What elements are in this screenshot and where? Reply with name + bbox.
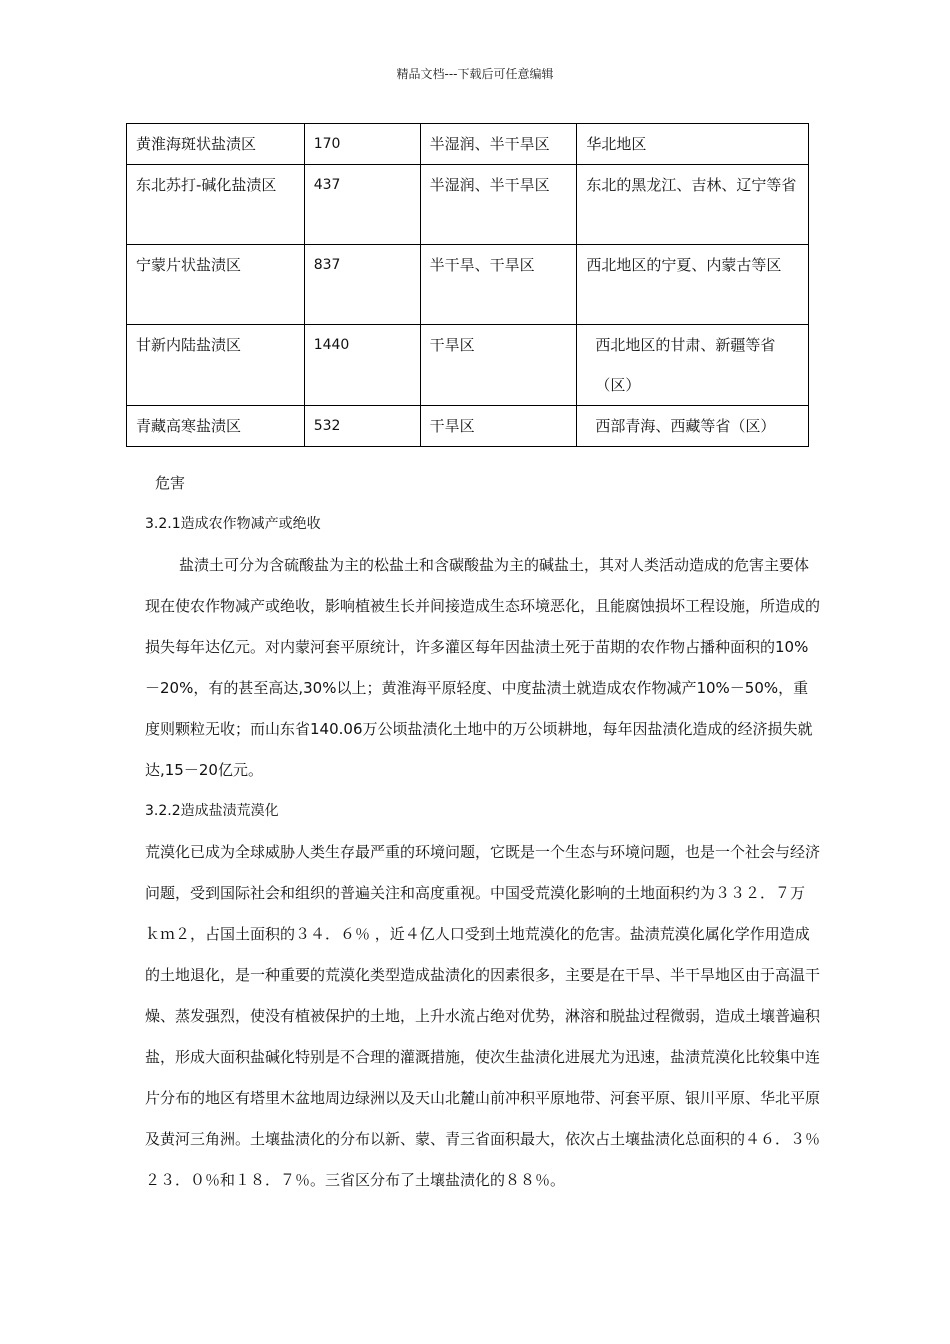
subsection-heading: 3.2.1造成农作物减产或绝收 (145, 516, 321, 532)
document-body (145, 463, 820, 1201)
page-header: 精品文档---下载后可任意编辑 (396, 67, 554, 81)
region-location-cell: 西北地区的甘肃、新疆等省（区） (577, 325, 809, 406)
region-name-cell: 青藏高寒盐渍区 (127, 406, 305, 447)
paragraph: 荒漠化已成为全球威胁人类生存最严重的环境问题，它既是一个生态与环境问题，也是一个社会与经济问题，受到国际社会和组织的普遍关注和高度重视。中国受荒漠化影响的土地面积约为３３２．７万 ｋｍ２，占国土面积的３４．６％ ，近４亿人口受到土地荒漠化的危害。盐渍荒漠化属化学作用造成的土地退化，是一种重要的荒漠化类型造成盐渍化的因素很多，主要是在干旱、半干旱地区由于高温干燥、蒸发强烈，使没有植被保护的土地，上升水流占绝对优势，淋溶和脱盐过程微弱，造成土壤普遍积盐，形成大面积盐碱化特别是不合理的灌溉措施，使次生盐渍化进展尤为迅速，盐渍荒漠化比较集中连片分布的地区有塔里木盆地周边绿洲以及天山北麓山前冲积平原地带、河套平原、银川平原、华北平原及黄河三角洲。土壤盐渍化的分布以新、蒙、青三省面积最大，依次占土壤盐渍化总面积的４６．３％ ２３．０％和１８．７％。三省区分布了土壤盐渍化的８８％。 (145, 843, 821, 1189)
region-name-cell: 黄淮海斑状盐渍区 (127, 124, 305, 165)
region-climate-cell: 半干旱、干旱区 (420, 245, 577, 325)
region-location-cell: 华北地区 (577, 124, 809, 165)
table-row (127, 165, 809, 245)
region-location-cell: 西部青海、西藏等省（区） (577, 406, 809, 447)
subsection-heading: 3.2.2造成盐渍荒漠化 (145, 803, 279, 819)
region-value-cell: 837 (304, 245, 420, 325)
region-climate-cell: 半湿润、半干旱区 (420, 165, 577, 245)
region-name-cell: 东北苏打-碱化盐渍区 (127, 165, 305, 245)
region-climate-cell: 干旱区 (420, 406, 577, 447)
table-row (127, 406, 809, 447)
region-location-cell: 东北的黑龙江、吉林、辽宁等省 (577, 165, 809, 245)
section-heading: 危害 (155, 474, 186, 492)
region-name-cell: 宁蒙片状盐渍区 (127, 245, 305, 325)
region-value-cell: 170 (304, 124, 420, 165)
region-location-cell: 西北地区的宁夏、内蒙古等区 (577, 245, 809, 325)
region-climate-cell: 半湿润、半干旱区 (420, 124, 577, 165)
saline-region-table (126, 123, 809, 447)
table-row (127, 124, 809, 165)
table-row (127, 325, 809, 406)
region-value-cell: 1440 (304, 325, 420, 406)
region-value-cell: 532 (304, 406, 420, 447)
region-climate-cell: 干旱区 (420, 325, 577, 406)
region-value-cell: 437 (304, 165, 420, 245)
table-row (127, 245, 809, 325)
region-name-cell: 甘新内陆盐渍区 (127, 325, 305, 406)
paragraph: 盐渍土可分为含硫酸盐为主的松盐土和含碳酸盐为主的碱盐土，其对人类活动造成的危害主要体现在使农作物减产或绝收，影响植被生长并间接造成生态环境恶化，且能腐蚀损坏工程设施，所造成的损失每年达亿元。对内蒙河套平原统计，许多灌区每年因盐渍土死于苗期的农作物占播种面积的10%－20%，有的甚至高达,30%以上；黄淮海平原轻度、中度盐渍土就造成农作物减产10%－50%，重度则颗粒无收；而山东省140.06万公顷盐渍化土地中的万公顷耕地，每年因盐渍化造成的经济损失就达,15－20亿元。 (145, 556, 821, 779)
